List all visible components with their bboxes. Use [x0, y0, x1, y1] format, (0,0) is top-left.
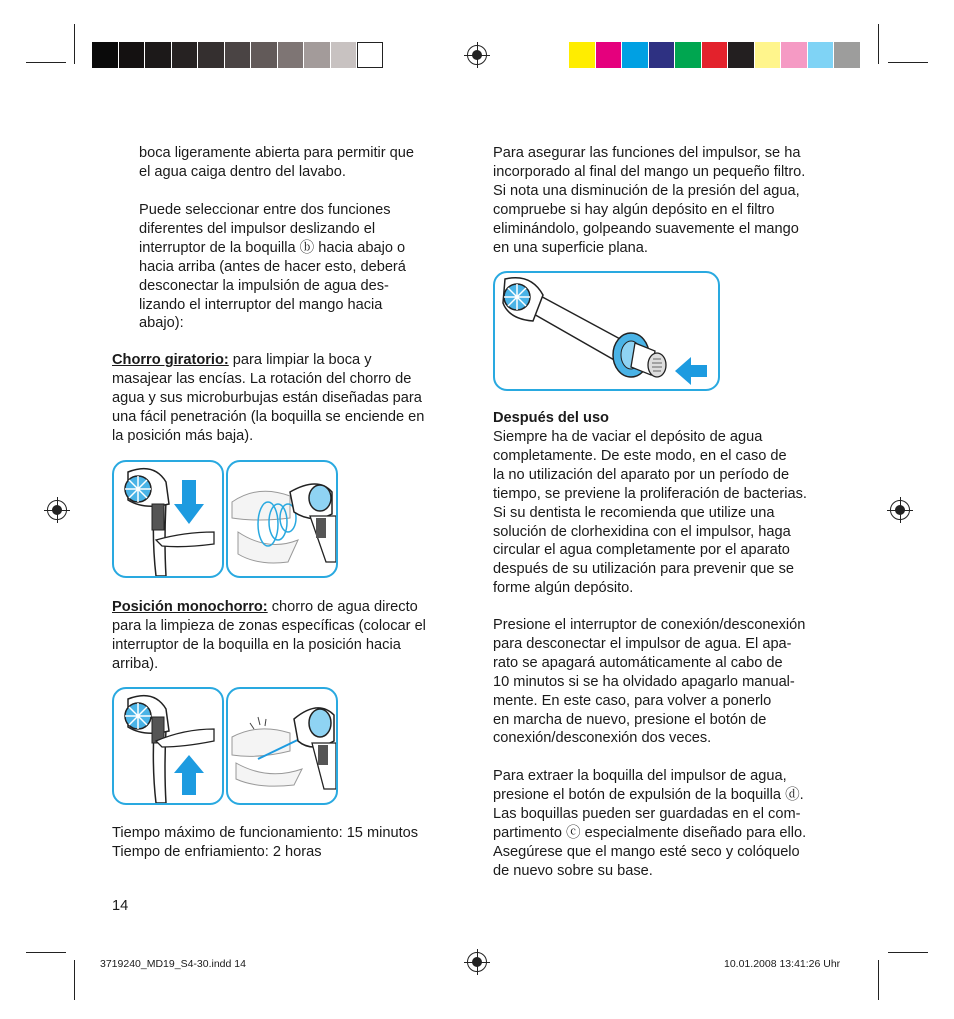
color-swatch — [755, 42, 781, 68]
registration-mark-icon — [47, 500, 67, 520]
color-swatch — [596, 42, 622, 68]
paragraph-filter: Para asegurar las funciones del impulsor, se ha incorporado al final del mango un pequeño filtro. Si nota una disminución de la presión del agua, compruebe si hay algún depósito en el filtro eliminándolo, golpeando suavemente el mango en una superficie plana. — [493, 145, 806, 256]
color-bar-process — [569, 42, 861, 68]
crop-mark — [26, 952, 66, 953]
paragraph-select-functions: Puede seleccionar entre dos funciones diferentes del impulsor deslizando el interruptor de la boquilla ⓑ hacia abajo o hacia arriba (antes de hacer esto, deberá desconectar la impulsión de agua des- lizando el interruptor del mango hacia abajo): — [139, 202, 406, 332]
color-swatch — [728, 42, 754, 68]
illustration-single-jet-handle — [112, 687, 224, 805]
illustration-rotating-jet-mouth — [226, 460, 338, 578]
paragraph-mouth-open: boca ligeramente abierta para permitir que el agua caiga dentro del lavabo. — [139, 145, 415, 180]
color-swatch — [278, 42, 304, 68]
color-swatch — [172, 42, 198, 68]
footer-file-info: 3719240_MD19_S4-30.indd 14 — [100, 958, 246, 970]
color-swatch — [781, 42, 807, 68]
registration-mark-icon — [467, 45, 487, 65]
color-swatch — [649, 42, 675, 68]
crop-mark — [888, 62, 928, 63]
color-swatch — [304, 42, 330, 68]
color-swatch — [119, 42, 145, 68]
color-swatch — [622, 42, 648, 68]
paragraph-rotating-jet — [112, 351, 472, 446]
illustration-rotating-jet-handle — [112, 460, 224, 578]
crop-mark — [26, 62, 66, 63]
crop-mark — [878, 960, 879, 1000]
color-swatch — [198, 42, 224, 68]
crop-mark — [74, 24, 75, 64]
paragraph-remove-nozzle: Para extraer la boquilla del impulsor de agua, presione el botón de expulsión de la boquilla ⓓ. Las boquillas pueden ser guardadas en el com- partimento ⓒ especialmente diseñado para ello. Asegúrese que el mango esté seco y colóquelo de nuevo sobre su base. — [493, 768, 807, 879]
footer-timestamp: 10.01.2008 13:41:26 Uhr — [724, 958, 841, 970]
paragraph-single-jet — [112, 598, 472, 674]
paragraph-empty-tank: Siempre ha de vaciar el depósito de agua completamente. De este modo, en el caso de la no utilización del aparato por un período de tiempo, se previene la proliferación de bacterias. Si su dentista le recomienda que utilize una solución de clorhexidina con el impulsor, haga circular el agua completamente por el aparato después de su utilización para prevenir que se forme algún depósito. — [493, 429, 807, 597]
paragraph-operating-times: Tiempo máximo de funcionamiento: 15 minutos Tiempo de enfriamiento: 2 horas — [112, 825, 419, 860]
color-swatch — [702, 42, 728, 68]
paragraph-switch-off: Presione el interruptor de conexión/desconexión para desconectar el impulsor de agua. El apa- rato se apagará automáticamente al cabo de 10 minutos si se ha olvidado apagarlo manual- mente. En este caso, para volver a ponerlo en marcha de nuevo, presione el botón de conexión/desconexión dos veces. — [493, 617, 806, 747]
color-swatch — [357, 42, 383, 68]
color-swatch — [225, 42, 251, 68]
color-swatch — [145, 42, 171, 68]
text-rotating-jet: para limpiar la boca y masajear las encías. La rotación del chorro de agua y sus microburbujas están diseñadas para una fácil penetración (la boquilla se enciende en la posición más baja). — [112, 352, 425, 444]
illustration-single-jet-mouth — [226, 687, 338, 805]
color-swatch — [251, 42, 277, 68]
color-swatch — [808, 42, 834, 68]
crop-mark — [878, 24, 879, 64]
color-bar-grayscale — [92, 42, 384, 68]
page-number: 14 — [112, 898, 129, 914]
color-swatch — [569, 42, 595, 68]
heading-rotating-jet: Chorro giratorio: — [112, 352, 229, 368]
registration-mark-icon — [467, 952, 487, 972]
color-swatch — [331, 42, 357, 68]
crop-mark — [888, 952, 928, 953]
color-swatch — [92, 42, 118, 68]
color-swatch — [834, 42, 860, 68]
registration-mark-icon — [890, 500, 910, 520]
illustration-handle-filter — [493, 271, 720, 391]
crop-mark — [74, 960, 75, 1000]
text-single-jet: chorro de agua directo para la limpieza de zonas específicas (colocar el interruptor de la boquilla en la posición hacia arriba). — [112, 599, 426, 672]
color-swatch — [675, 42, 701, 68]
heading-after-use: Después del uso — [493, 410, 609, 426]
heading-single-jet: Posición monochorro: — [112, 599, 268, 615]
